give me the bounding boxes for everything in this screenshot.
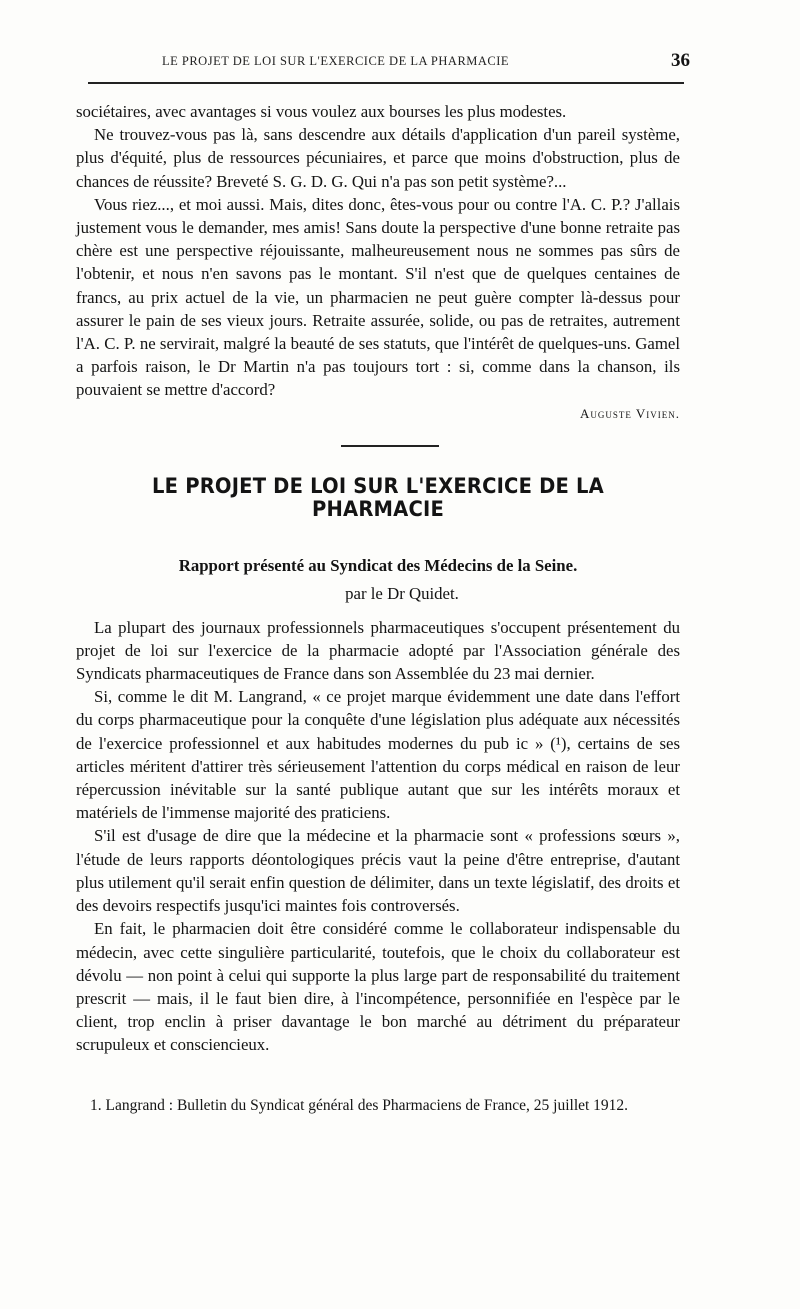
- article-title: LE PROJET DE LOI SUR L'EXERCICE DE LA PHARMACIE: [152, 473, 604, 522]
- letter-paragraph-1: sociétaires, avec avantages si vous voulez aux bourses les plus modestes.: [76, 102, 567, 121]
- letter-signature: Auguste Vivien.: [579, 405, 680, 421]
- article-paragraph-2: Si, comme le dit M. Langrand, « ce projet marque évidemment une date dans l'effort du corps pharmaceutique pour la conquête d'une législation plus adéquate aux nécessités de l'exercice professionnel et aux habitudes modernes du pub ic » (¹), certains de ses articles méritent d'attirer très sérieusement l'attention du corps médical en raison de leur répercussion inévitable sur la santé publique autant que sur les intérêts moraux et matériels de l'immense majorité des praticiens.: [76, 687, 680, 823]
- article-subtitle: Rapport présenté au Syndicat des Médecins de la Seine.: [178, 556, 578, 576]
- footnote-1: 1. Langrand : Bulletin du Syndicat général des Pharmaciens de France, 25 juillet 1912.: [90, 1096, 629, 1114]
- page-number: 36: [671, 50, 690, 71]
- letter-paragraph-3: Vous riez..., et moi aussi. Mais, dites donc, êtes-vous pour ou contre l'A. C. P.? J'allais justement vous le demander, mes amis! Sans doute la perspective d'une bonne retraite pas chère est une perspective réjouissante, malheureusement nous ne sommes pas sûrs de l'obtenir, et nous n'en savons pas le montant. S'il n'est que de quelques centaines de francs, au prix actuel de la vie, un pharmacien ne peut guère compter là-dessus pour assurer le pain de ses vieux jours. Retraite assurée, solide, ou pas de retraites, autrement l'A. C. P. ne servirait, malgré la beauté de ses statuts, que l'intérêt de quelques-uns. Gamel a parfois raison, le Dr Martin n'a pas toujours tort : si, comme dans la chanson, ils pouvaient se mettre d'accord?: [76, 194, 680, 400]
- letter-paragraph-2: Ne trouvez-vous pas là, sans descendre aux détails d'application d'un pareil système, plus d'équité, plus de ressources pécuniaires, et parce que moins d'obstruction, plus de chances de réussite? Breveté S. G. D. G. Qui n'a pas son petit système?...: [76, 125, 680, 191]
- running-head: LE PROJET DE LOI SUR L'EXERCICE DE LA PHARMACIE: [162, 54, 510, 68]
- article-paragraph-3: S'il est d'usage de dire que la médecine et la pharmacie sont « professions sœurs », l'étude de leurs rapports déontologiques précis vaut la peine d'être entreprise, d'autant plus utilement qu'il serait enfin question de délimiter, dans un texte législatif, des droits et des devoirs respectifs jusqu'ici maintes fois controversés.: [76, 826, 680, 916]
- footnotes: [76, 1095, 680, 1116]
- section-separator: [341, 445, 439, 447]
- article-paragraph-4: En fait, le pharmacien doit être considéré comme le collaborateur indispensable du médecin, avec cette singulière particularité, toutefois, que le choix du collaborateur est dévolu — non point à celui qui supporte la plus large part de responsabilité du traitement prescrit — mais, il le faut bien dire, à l'incompétence, personnifiée en l'espèce par le client, trop enclin à priser davantage le bon marché au détriment du préparateur scrupuleux et consciencieux.: [76, 919, 680, 1055]
- page-body: [76, 100, 680, 1116]
- header-rule: [88, 82, 684, 84]
- article-author: par le Dr Quidet.: [345, 584, 459, 604]
- article-paragraph-1: La plupart des journaux professionnels pharmaceutiques s'occupent présentement du projet de loi sur l'exercice de la pharmacie adopté par l'Association générale des Syndicats pharmaceutiques de France dans son Assemblée du 23 mai dernier.: [76, 617, 680, 684]
- spacer: [76, 606, 680, 616]
